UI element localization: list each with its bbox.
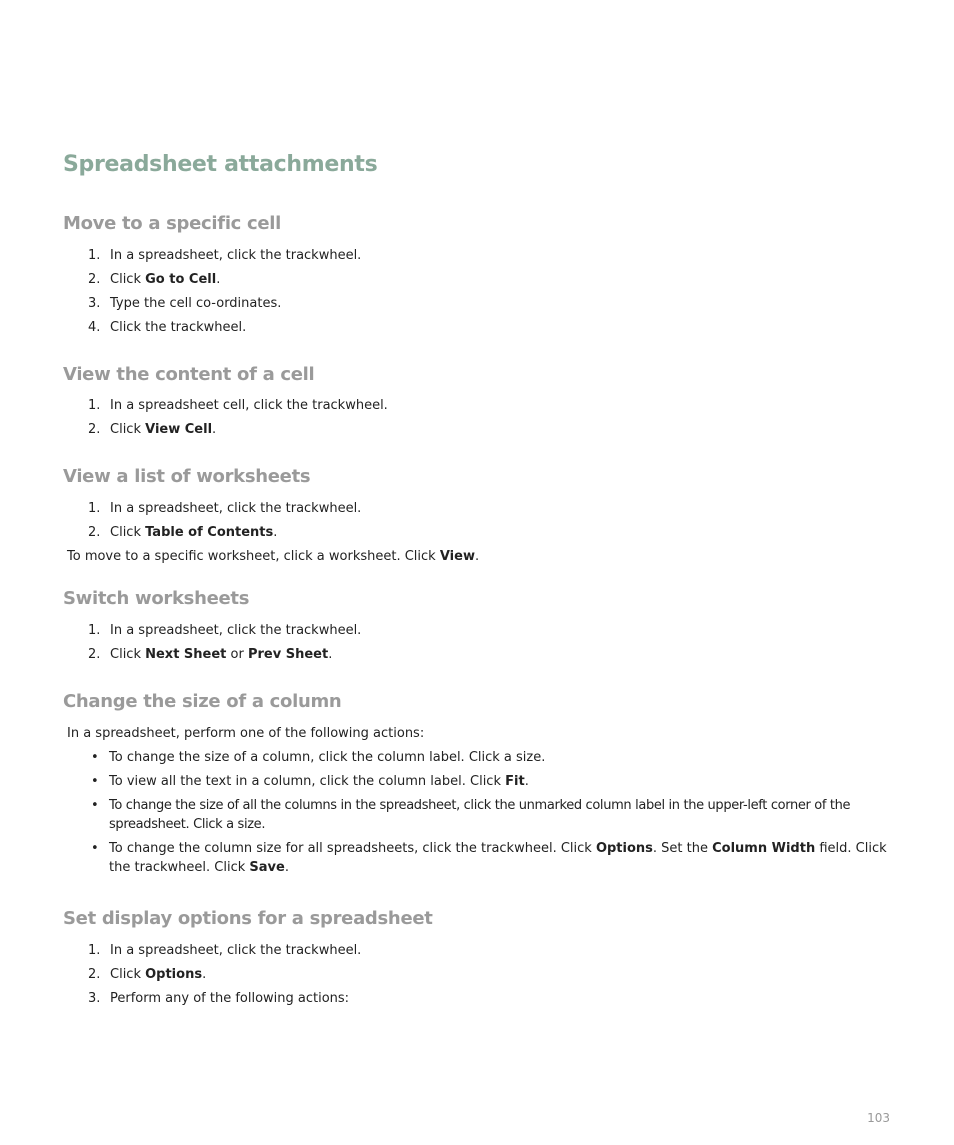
- section-heading-column-size: Change the size of a column: [63, 691, 342, 712]
- step-item: [85, 244, 361, 268]
- step-text: .: [273, 525, 278, 540]
- section-heading-list-worksheets: View a list of worksheets: [63, 466, 311, 487]
- steps-move-to-cell: [85, 244, 361, 340]
- step-item: [85, 268, 361, 292]
- step-item: [85, 939, 361, 963]
- list-text: . Set the: [652, 841, 713, 856]
- step-number: 2.: [88, 967, 101, 982]
- steps-list-worksheets: [85, 497, 361, 545]
- list-text: To change the size of all the columns in the spreadsheet, click the unmarked column label in the upper-left corner of the spreadsheet. Click a size.: [109, 798, 851, 832]
- step-text: Click the trackwheel.: [110, 320, 247, 335]
- list-text: To view all the text in a column, click the column label. Click: [109, 774, 506, 789]
- step-text: Click: [110, 272, 146, 287]
- ui-term: Options: [145, 967, 203, 982]
- step-number: 1.: [88, 248, 101, 263]
- column-intro: In a spreadsheet, perform one of the following actions:: [67, 726, 425, 741]
- ui-term: View: [439, 549, 475, 564]
- step-item: [85, 292, 361, 316]
- ui-term: Column Width: [712, 841, 816, 856]
- list-item: [85, 839, 900, 877]
- ui-term: Table of Contents: [145, 525, 274, 540]
- note-text: To move to a specific worksheet, click a worksheet. Click: [67, 549, 440, 564]
- step-text: In a spreadsheet, click the trackwheel.: [110, 943, 362, 958]
- ui-term: Next Sheet: [145, 647, 227, 662]
- page-title: Spreadsheet attachments: [63, 152, 378, 177]
- step-number: 3.: [88, 991, 101, 1006]
- ui-term: Options: [595, 841, 653, 856]
- step-item: [85, 619, 361, 643]
- list-text: .: [524, 774, 529, 789]
- step-item: [85, 963, 361, 987]
- section-heading-switch-worksheets: Switch worksheets: [63, 588, 250, 609]
- step-number: 2.: [88, 525, 101, 540]
- step-text: Type the cell co-ordinates.: [110, 296, 282, 311]
- step-item: [85, 418, 388, 442]
- step-number: 2.: [88, 272, 101, 287]
- bullet-icon: •: [91, 798, 99, 813]
- steps-switch-worksheets: [85, 619, 361, 667]
- step-text: .: [212, 422, 217, 437]
- step-number: 3.: [88, 296, 101, 311]
- ui-term: View Cell: [145, 422, 213, 437]
- step-item: [85, 987, 361, 1011]
- step-text: Click: [110, 422, 146, 437]
- ui-term: Fit: [505, 774, 525, 789]
- step-text: Click: [110, 647, 146, 662]
- bullet-icon: •: [91, 841, 99, 856]
- step-text: In a spreadsheet, click the trackwheel.: [110, 248, 362, 263]
- step-text: Click: [110, 967, 146, 982]
- step-item: [85, 643, 361, 667]
- section-heading-display-options: Set display options for a spreadsheet: [63, 908, 433, 929]
- list-item: [85, 772, 900, 791]
- step-text: Perform any of the following actions:: [110, 991, 350, 1006]
- note-text: .: [474, 549, 480, 564]
- list-text: To change the size of a column, click the column label. Click a size.: [109, 750, 546, 765]
- step-number: 1.: [88, 501, 101, 516]
- ui-term: Save: [249, 860, 285, 875]
- step-number: 2.: [88, 647, 101, 662]
- bullet-icon: •: [91, 774, 99, 789]
- step-text: or: [226, 647, 248, 662]
- list-item: [85, 796, 900, 834]
- step-number: 2.: [88, 422, 101, 437]
- section-heading-move-to-cell: Move to a specific cell: [63, 213, 282, 234]
- list-text: field. Click the trackwheel. Click: [109, 841, 887, 875]
- step-number: 1.: [88, 623, 101, 638]
- steps-view-cell: [85, 394, 388, 442]
- step-number: 1.: [88, 398, 101, 413]
- list-text: .: [284, 860, 289, 875]
- step-text: .: [216, 272, 221, 287]
- step-text: Click: [110, 525, 146, 540]
- step-item: [85, 497, 361, 521]
- step-text: In a spreadsheet cell, click the trackwheel.: [110, 398, 388, 413]
- ui-term: Prev Sheet: [247, 647, 329, 662]
- ui-term: Go to Cell: [145, 272, 217, 287]
- step-text: In a spreadsheet, click the trackwheel.: [110, 623, 362, 638]
- step-text: .: [328, 647, 333, 662]
- steps-display-options: [85, 939, 361, 1011]
- step-item: [85, 521, 361, 545]
- list-item: [85, 748, 900, 767]
- step-item: [85, 316, 361, 340]
- page-number: 103: [867, 1111, 890, 1125]
- section-heading-view-cell: View the content of a cell: [63, 364, 315, 385]
- step-text: In a spreadsheet, click the trackwheel.: [110, 501, 362, 516]
- step-item: [85, 394, 388, 418]
- worksheet-note: [67, 547, 479, 567]
- step-number: 1.: [88, 943, 101, 958]
- step-number: 4.: [88, 320, 101, 335]
- bullet-icon: •: [91, 750, 99, 765]
- column-actions-list: [85, 748, 900, 882]
- step-text: .: [202, 967, 207, 982]
- list-text: To change the column size for all spreadsheets, click the trackwheel. Click: [109, 841, 596, 856]
